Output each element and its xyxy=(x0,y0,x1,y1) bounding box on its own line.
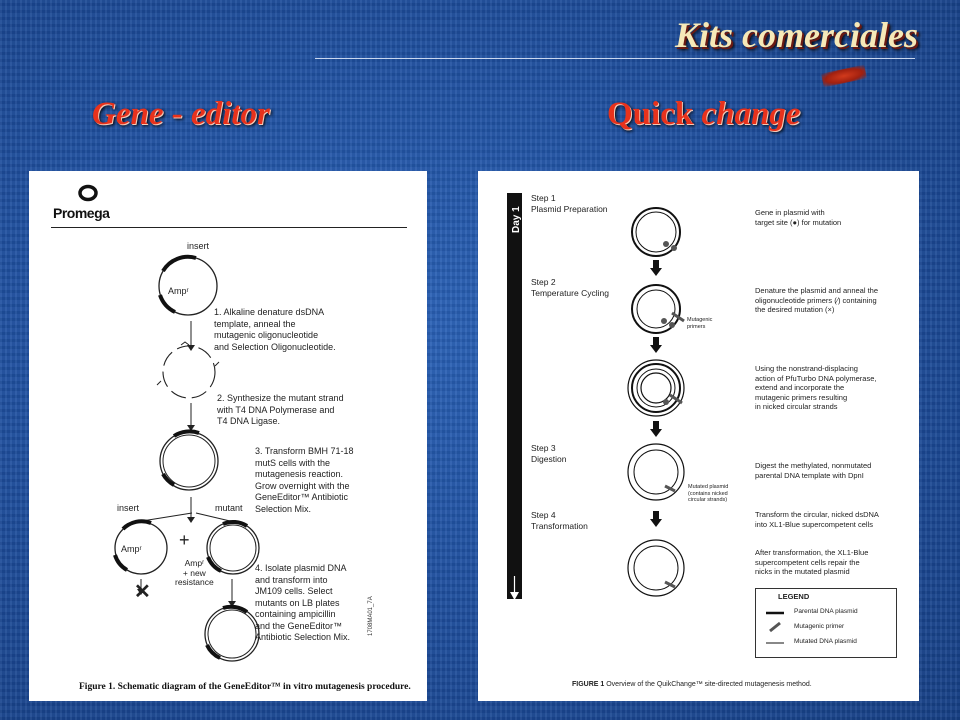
quikchange-figure xyxy=(478,171,919,701)
quik-step-4-head: Step 4 Transformation xyxy=(531,510,588,531)
mutagenic-primers-label: Mutagenic primers xyxy=(687,317,713,330)
plus-sign: + xyxy=(179,530,190,550)
right-heading-part1: Quick xyxy=(607,96,702,132)
quikchange-caption xyxy=(572,681,812,688)
slide-title: Kits comerciales xyxy=(675,15,918,55)
amp-label-bottom: Ampʳ xyxy=(121,544,142,554)
quik-step-2-head: Step 2 Temperature Cycling xyxy=(531,277,609,298)
right-heading-part2: change xyxy=(701,96,801,132)
rejected-x-mark: ✕ xyxy=(134,581,151,603)
amp-label-top: Ampʳ xyxy=(168,286,189,296)
primer-icon xyxy=(768,622,782,632)
legend-item-parental: Parental DNA plasmid xyxy=(794,608,858,615)
legend-box xyxy=(755,588,897,658)
quik-step-3-head: Step 3 Digestion xyxy=(531,443,567,464)
promega-logo-icon xyxy=(77,183,99,203)
amp-new-resistance-label: Ampʳ + new resistance xyxy=(175,558,214,587)
caption-figure-number: FIGURE 1 xyxy=(572,681,605,688)
mutated-line-icon xyxy=(766,641,784,645)
gene-editor-step-3: 3. Transform BMH 71-18 mutS cells with the mutagenesis reaction. Grow overnight with the GeneEditor™ Antibiotic Selection Mix. xyxy=(255,446,354,514)
plasmid-target-site-icon xyxy=(628,204,684,260)
arrow-down-icon xyxy=(650,511,662,527)
header-rule xyxy=(51,227,407,228)
day-label: Day 1 xyxy=(511,206,522,233)
quik-step-1-desc: Gene in plasmid with target site (●) for mutation xyxy=(755,208,842,227)
denatured-plasmid-icon xyxy=(157,341,221,403)
arrow-down-icon xyxy=(650,421,662,437)
mutant-label: mutant xyxy=(215,503,243,513)
legend-item-primer: Mutagenic primer xyxy=(794,623,845,630)
quik-step-2-desc: Denature the plasmid and anneal the oligonucleotide primers (⁄) containing the desired mutation (×) xyxy=(755,286,879,314)
gene-editor-step-2: 2. Synthesize the mutant strand with T4 DNA Polymerase and T4 DNA Ligase. xyxy=(217,393,344,426)
legend-item-mutated: Mutated DNA plasmid xyxy=(794,638,857,645)
title-underline xyxy=(315,58,915,59)
quik-step-4b-desc: After transformation, the XL1-Blue supercompetent cells repair the nicks in the mutated plasmid xyxy=(755,548,869,576)
timeline-arrow-icon xyxy=(507,576,522,602)
gene-editor-caption: Figure 1. Schematic diagram of the GeneEditor™ in vitro mutagenesis procedure. xyxy=(79,682,411,692)
red-smudge-decoration xyxy=(821,65,867,88)
caption-text: Overview of the QuikChange™ site-directed mutagenesis method. xyxy=(604,681,812,688)
figure-code: 1708MA01_7A xyxy=(368,596,374,636)
ds-plasmid-icon xyxy=(154,426,224,496)
quik-step-2b-desc: Using the nonstrand-displacing action of PfuTurbo DNA polymerase, extend and incorporate the mutagenic primers resulting in nicked circular strands xyxy=(755,364,877,411)
final-mutant-plasmid-icon xyxy=(201,603,263,665)
insert-label-top: insert xyxy=(187,241,210,251)
insert-label-bottom: insert xyxy=(117,503,140,513)
quik-step-3-desc: Digest the methylated, nonmutated parental DNA template with DpnI xyxy=(755,461,872,480)
gene-editor-figure xyxy=(29,171,427,701)
quik-step-4-desc: Transform the circular, nicked dsDNA into XL1-Blue supercompetent cells xyxy=(755,510,879,529)
quik-step-1-head: Step 1 Plasmid Preparation xyxy=(531,193,608,214)
promega-logo-text: Promega xyxy=(53,205,110,221)
digested-plasmid-icon xyxy=(625,441,687,503)
day-timeline-bar xyxy=(507,193,522,599)
mutated-plasmid-label: Mutated plasmid (contains nicked circular strands) xyxy=(688,484,729,503)
left-heading: Gene - editor xyxy=(92,96,270,132)
repaired-plasmid-icon xyxy=(625,537,687,599)
legend-title: LEGEND xyxy=(778,592,810,601)
gene-editor-step-1: 1. Alkaline denature dsDNA template, anneal the mutagenic oligonucleotide and Selection Oligonucleotide. xyxy=(214,307,336,352)
extended-strands-icon xyxy=(624,357,688,419)
annealed-primers-icon xyxy=(628,281,688,337)
arrow-down-icon xyxy=(650,260,662,276)
parental-line-icon xyxy=(766,611,784,615)
right-heading xyxy=(607,96,800,133)
gene-editor-step-4: 4. Isolate plasmid DNA and transform into JM109 cells. Select mutants on LB plates containing ampicillin and the GeneEditor™ Antibiotic Selection Mix. xyxy=(255,563,351,642)
arrow-down-icon xyxy=(650,337,662,353)
